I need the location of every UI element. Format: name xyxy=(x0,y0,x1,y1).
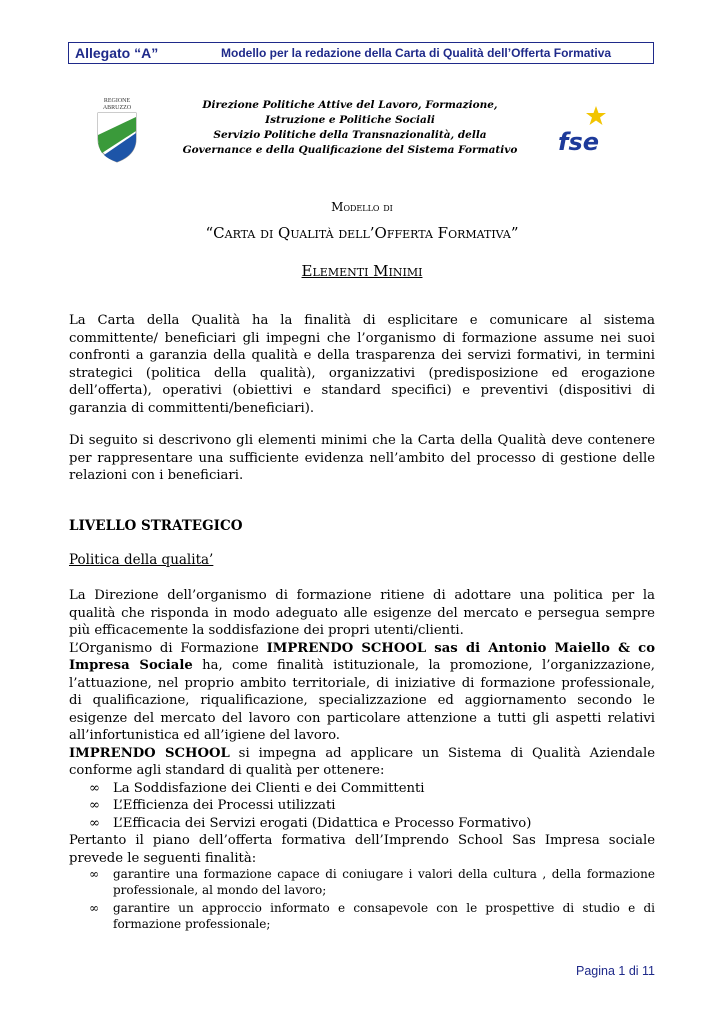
list-item-text: L’Efficacia dei Servizi erogati (Didattica e Processo Formativo) xyxy=(113,815,532,831)
list-item xyxy=(69,780,655,798)
commitment-paragraph xyxy=(69,745,655,780)
header-annex-label: Allegato “A” xyxy=(75,45,159,61)
section-subheading: Politica della qualita’ xyxy=(69,552,214,568)
list-item-text: L’Efficienza dei Processi utilizzati xyxy=(113,798,336,813)
commitment-text: si impegna ad applicare un Sistema di Qualità Aziendale conforme agli standard di qualità per ottenere: xyxy=(69,745,655,778)
logo-text-top: REGIONE xyxy=(103,98,131,104)
organization-text: ha, come finalità istituzionale, la promozione, l’organizzazione, l’attuazione, nel proprio ambito territoriale, di iniziative di formazione professionale, di qualificazione, riqualificazione, specializzazione ed aggiornamento secondo le esigenze del mercato del lavoro con particolare attenzione a tutti gli aspetti relativi all’infortunistica ed all’igiene del lavoro. xyxy=(69,658,655,743)
department-line: Istruzione e Politiche Sociali xyxy=(265,114,435,126)
logo-text-bottom: ABRUZZO xyxy=(102,105,132,111)
header-document-title: Modello per la redazione della Carta di Qualità dell’Offerta Formativa xyxy=(221,46,612,60)
regione-abruzzo-logo xyxy=(92,95,142,163)
department-line: Governance e della Qualificazione del Sistema Formativo xyxy=(182,144,518,156)
organization-name: IMPRENDO SCHOOL sas di Antonio Maiello & co Impresa Sociale xyxy=(69,640,655,673)
elements-paragraph: Di seguito si descrivono gli elementi minimi che la Carta della Qualità deve contenere per rappresentare una sufficiente evidenza nell’ambito del processo di gestione delle relazioni con i beneficiari. xyxy=(69,433,655,483)
list-item xyxy=(69,815,655,833)
department-line: Servizio Politiche della Transnazionalità, della xyxy=(213,129,487,141)
model-subtitle: Elementi Minimi xyxy=(301,262,423,280)
infinity-bullet-icon: ∞ xyxy=(89,780,100,796)
intro-paragraph: La Carta della Qualità ha la finalità di esplicitare e comunicare al sistema committente/ beneficiari gli impegni che l’organismo di formazione assume nei suoi confronti a garanzia della qualità e della trasparenza dei servizi formativi, in termini strategici (politica della qualità), organizzativi (predisposizione ed erogazione dell’offerta), operativi (obiettivi e standard specifici) e preventivi (dispositivi di garanzia di committenti/beneficiari). xyxy=(69,313,655,416)
infinity-bullet-icon: ∞ xyxy=(89,798,100,813)
department-line: Direzione Politiche Attive del Lavoro, Formazione, xyxy=(202,99,498,111)
goals-list xyxy=(69,867,655,932)
list-item-text: garantire un approccio informato e consapevole con le prospettive di studio e di formazione professionale; xyxy=(113,901,655,931)
model-main-title: “Carta di Qualità dell’Offerta Formativa” xyxy=(205,224,519,242)
organization-paragraph xyxy=(69,640,655,745)
fse-logo-text: fse xyxy=(558,128,600,156)
list-item-text: La Soddisfazione dei Clienti e dei Committenti xyxy=(113,780,425,796)
company-name: IMPRENDO SCHOOL xyxy=(69,745,230,761)
department-heading xyxy=(160,98,540,158)
model-pre-title: Modello di xyxy=(331,200,393,214)
organization-text: L’Organismo di Formazione xyxy=(69,640,267,656)
page-number: Pagina 1 di 11 xyxy=(576,964,655,978)
list-item-text: garantire una formazione capace di coniugare i valori della cultura , della formazione professionale, al mondo del lavoro; xyxy=(113,867,655,897)
policy-section xyxy=(69,587,655,935)
list-item xyxy=(69,867,655,898)
page-header xyxy=(68,42,654,64)
policy-paragraph: La Direzione dell’organismo di formazione ritiene di adottare una politica per la qualità che risponda in modo adeguato alle esigenze del mercato e persegua sempre più efficacemente la soddisfazione dei propri utenti/clienti. xyxy=(69,588,655,638)
list-item xyxy=(69,901,655,932)
section-heading: LIVELLO STRATEGICO xyxy=(69,518,243,534)
plan-paragraph: Pertanto il piano dell’offerta formativa dell’Imprendo School Sas Impresa sociale prevede le seguenti finalità: xyxy=(69,833,655,866)
infinity-bullet-icon: ∞ xyxy=(89,815,100,831)
objectives-list xyxy=(69,780,655,833)
infinity-bullet-icon: ∞ xyxy=(89,901,99,915)
list-item xyxy=(69,797,655,815)
infinity-bullet-icon: ∞ xyxy=(89,867,99,881)
fse-logo xyxy=(556,104,612,160)
